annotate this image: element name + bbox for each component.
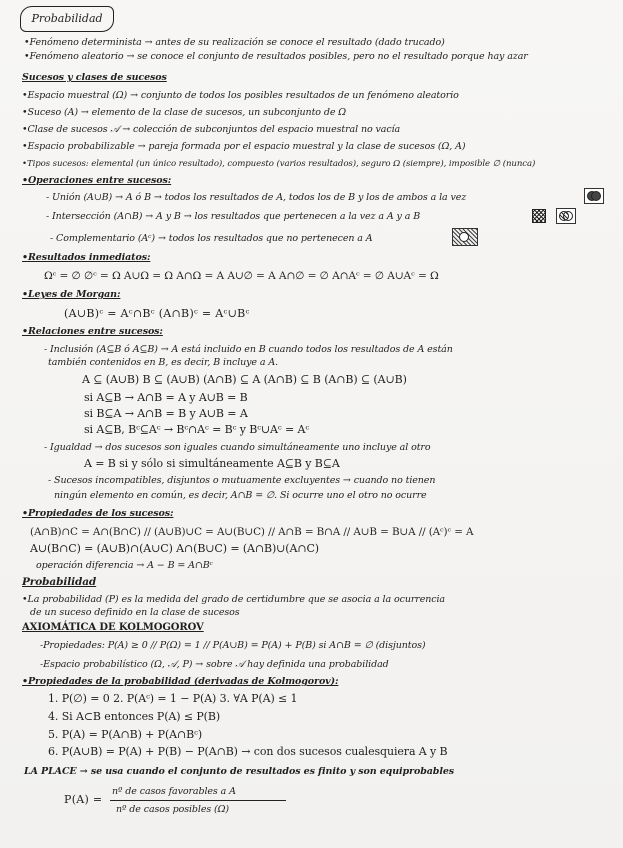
heading-kolmogorov: AXIOMÁTICA DE KOLMOGOROV [22, 622, 204, 633]
text-line-complement: - Complementario (Aᶜ) → todos los resultados que no pertenecen a A [50, 233, 373, 244]
venn-intersection-icon [556, 208, 576, 224]
equation-props-4: 4. Si A⊂B entonces P(A) ≤ P(B) [48, 710, 221, 723]
text-line-sample-space: •Espacio muestral (Ω) → conjunto de todos los posibles resultados de un fenómeno aleatorio [22, 90, 459, 101]
subheading-immediate-results: •Resultados inmediatos: [22, 252, 151, 263]
equation-inclusion-3: si A⊆B, Bᶜ⊆Aᶜ → Bᶜ∩Aᶜ = Bᶜ y Bᶜ∪Aᶜ = Aᶜ [84, 423, 310, 436]
text-line-event: •Suceso (A) → elemento de la clase de sucesos, un subconjunto de Ω [22, 107, 347, 118]
equation-props-1-3: 1. P(∅) = 0 2. P(Aᶜ) = 1 − P(A) 3. ∀A P(A) ≤ 1 [48, 692, 298, 705]
equation-inclusion-1: si A⊆B → A∩B = A y A∪B = B [84, 391, 248, 404]
text-line-prob-space: -Espacio probabilístico (Ω, 𝒜, P) → sobre 𝒜 hay definida una probabilidad [40, 659, 389, 670]
venn-complement-icon [452, 228, 478, 246]
equation-associative: (A∩B)∩C = A∩(B∩C) // (A∪B)∪C = A∪(B∪C) // A∩B = B∩A // A∪B = B∪A // (Aᶜ)ᶜ = A [30, 526, 474, 538]
equation-props-6: 6. P(A∪B) = P(A) + P(B) − P(A∩B) → con dos sucesos cualesquiera A y B [48, 745, 448, 758]
text-line-event-class: •Clase de sucesos 𝒜 → colección de subconjuntos del espacio muestral no vacía [22, 124, 401, 135]
text-line-probabilizable: •Espacio probabilizable → pareja formada por el espacio muestral y la clase de sucesos (Ω, A) [22, 141, 466, 152]
laplace-denominator: nº de casos posibles (Ω) [116, 804, 230, 815]
equation-inclusion-2: si B⊆A → A∩B = B y A∪B = A [84, 407, 248, 420]
fraction-line [110, 800, 286, 801]
hatched-intersection-icon [532, 209, 546, 223]
text-line-incompatible-cont: ningún elemento en común, es decir, A∩B = ∅. Si ocurre uno el otro no ocurre [54, 490, 427, 501]
text-line-kolmogorov-props: -Propiedades: P(A) ≥ 0 // P(Ω) = 1 // P(A∪B) = P(A) + P(B) si A∩B = ∅ (disjuntos) [40, 640, 426, 651]
text-line-deterministic: •Fenómeno determinista → antes de su realización se conoce el resultado (dado trucado) [24, 37, 445, 48]
page-title: Probabilidad [20, 6, 114, 32]
text-line-inclusion-cont: también contenidos en B, es decir, B incluye a A. [48, 357, 279, 368]
equation-morgan: (A∪B)ᶜ = Aᶜ∩Bᶜ (A∩B)ᶜ = Aᶜ∪Bᶜ [64, 307, 250, 320]
text-line-laplace: LA PLACE → se usa cuando el conjunto de resultados es finito y son equiprobables [24, 766, 455, 777]
subheading-probability-props: •Propiedades de la probabilidad (derivadas de Kolmogorov): [22, 676, 339, 687]
venn-union-icon [584, 188, 604, 204]
section-heading-probabilidad: Probabilidad [22, 576, 97, 588]
equation-immediate-results: Ωᶜ = ∅ ∅ᶜ = Ω A∪Ω = Ω A∩Ω = A A∪∅ = A A∩∅ = ∅ A∩Aᶜ = ∅ A∪Aᶜ = Ω [44, 270, 439, 282]
subheading-relations: •Relaciones entre sucesos: [22, 326, 163, 337]
text-line-probability-def-cont: de un suceso definido en la clase de sucesos [30, 607, 240, 618]
subheading-properties-events: •Propiedades de los sucesos: [22, 508, 174, 519]
subheading-morgan: •Leyes de Morgan: [22, 289, 121, 300]
subheading-operations: •Operaciones entre sucesos: [22, 175, 172, 186]
text-line-probability-def: •La probabilidad (P) es la medida del grado de certidumbre que se asocia a la ocurrencia [22, 594, 445, 605]
text-line-difference: operación diferencia → A − B = A∩Bᶜ [36, 560, 213, 571]
text-line-equality: - Igualdad → dos sucesos son iguales cuando simultáneamente uno incluye al otro [44, 442, 431, 453]
equation-equality: A = B si y sólo si simultáneamente A⊆B y B⊆A [84, 457, 340, 470]
equation-props-5: 5. P(A) = P(A∩B) + P(A∩Bᶜ) [48, 728, 203, 741]
laplace-lhs: P(A) = [64, 793, 103, 806]
laplace-numerator: nº de casos favorables a A [112, 786, 236, 797]
equation-inclusion-sets: A ⊆ (A∪B) B ⊆ (A∪B) (A∩B) ⊆ A (A∩B) ⊆ B (A∩B) ⊆ (A∪B) [82, 373, 407, 386]
text-line-intersection: - Intersección (A∩B) → A y B → los resultados que pertenecen a la vez a A y a B [46, 211, 421, 222]
text-line-random: •Fenómeno aleatorio → se conoce el conjunto de resultados posibles, pero no el resultado porque hay azar [24, 51, 528, 62]
text-line-event-types: •Tipos sucesos: elemental (un único resultado), compuesto (varios resultados), seguro Ω (siempre), imposible ∅ (nunca) [22, 159, 536, 169]
text-line-union: - Unión (A∪B) → A ó B → todos los resultados de A, todos los de B y los de ambos a la vez [46, 192, 467, 203]
equation-distributive: A∪(B∩C) = (A∪B)∩(A∪C) A∩(B∪C) = (A∩B)∪(A∩C) [30, 542, 319, 555]
text-line-incompatible: - Sucesos incompatibles, disjuntos o mutuamente excluyentes → cuando no tienen [48, 475, 436, 486]
text-line-inclusion: - Inclusión (A⊆B ó A⊆B) → A está incluido en B cuando todos los resultados de A están [44, 344, 453, 355]
section-heading-sucesos: Sucesos y clases de sucesos [22, 72, 167, 83]
